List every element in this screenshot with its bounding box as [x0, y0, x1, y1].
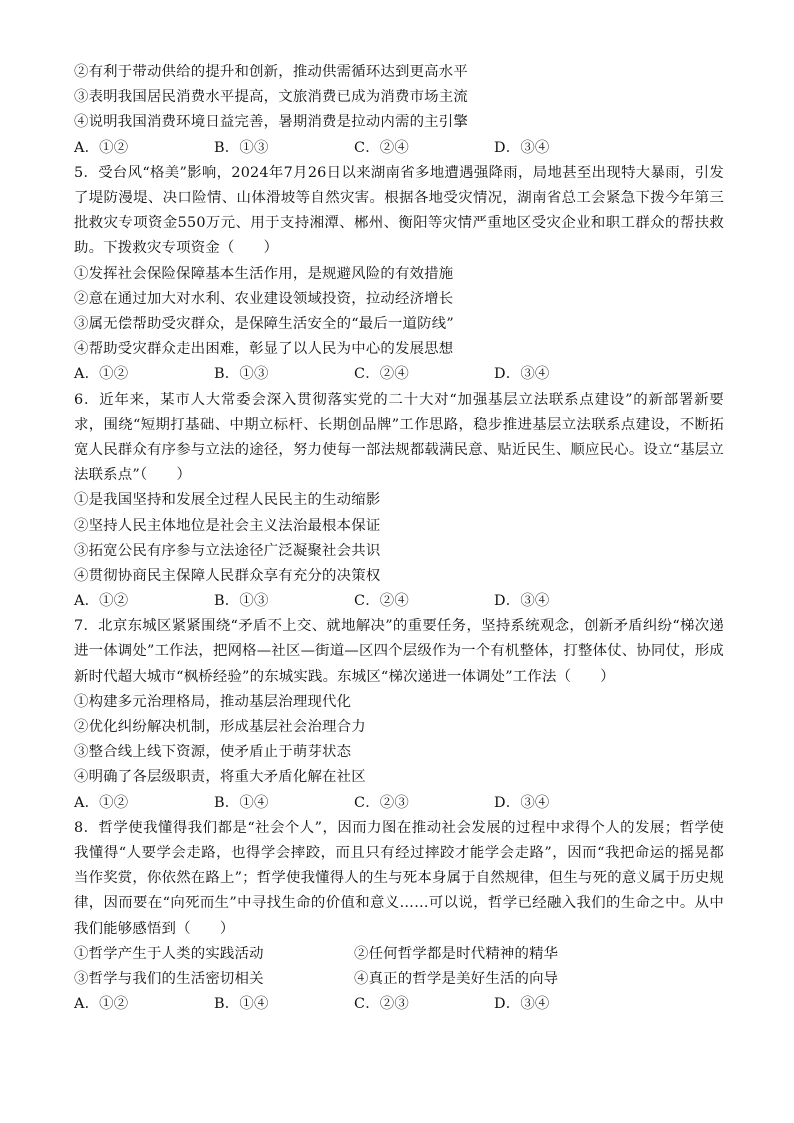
q6-option-b[interactable]: B．①③: [214, 593, 269, 610]
q4-option-a[interactable]: A．①②: [74, 139, 129, 156]
q5-option-b[interactable]: B．①③: [214, 366, 269, 383]
q4-statement-3: ③表明我国居民消费水平提高，文旅消费已成为消费市场主流: [74, 89, 468, 106]
q5-option-d[interactable]: D．③④: [494, 366, 550, 383]
q7-statement-4: ④明确了各层级职责，将重大矛盾化解在社区: [74, 769, 366, 786]
q5-statement-1: ①发挥社会保险保障基本生活作用，是规避风险的有效措施: [74, 265, 454, 282]
question-8: [74, 816, 724, 1018]
q4-option-c[interactable]: C．②④: [354, 139, 409, 156]
q8-statements-row-2: [74, 967, 724, 992]
q4-option-d[interactable]: D．③④: [494, 139, 550, 156]
q7-option-a[interactable]: A．①②: [74, 794, 129, 811]
q8-statement-3: ③哲学与我们的生活密切相关: [74, 971, 264, 987]
q4-statement-4: ④说明我国消费环境日益完善，暑期消费是拉动内需的主引擎: [74, 114, 468, 131]
q7-stem: 7．北京东城区紧紧围绕“矛盾不上交、就地解决”的重要任务，坚持系统观念，创新矛盾纠纷“梯次递进一体调处”工作法，把网格—社区—街道—区四个层级作为一个有机整体，打整体仗、协同仗，形成新时代超大城市“枫桥经验”的东城实践。东城区“梯次递进一体调处”工作法（ ）: [74, 618, 724, 685]
question-4: [74, 60, 724, 161]
q7-statement-2: ②优化纠纷解决机制，形成基层社会治理合力: [74, 719, 366, 736]
question-7: [74, 614, 724, 816]
q8-statement-2: ②任何哲学都是时代精神的精华: [354, 945, 559, 962]
q4-statement-2: ②有利于带动供给的提升和创新，推动供需循环达到更高水平: [74, 64, 468, 80]
q7-statement-3: ③整合线上线下资源，使矛盾止于萌芽状态: [74, 744, 352, 761]
q8-option-c[interactable]: C．②③: [354, 996, 409, 1013]
q6-stem: 6．近年来，某市人大常委会深入贯彻落实党的二十大对“加强基层立法联系点建设”的新部署新要求，围绕“短期打基础、中期立标杆、长期创品牌”工作思路，稳步推进基层立法联系点建设，不断拓宽人民群众有序参与立法的途径，努力使每一部法规都载满民意、贴近民生、顺应民心。设立“基层立法联系点”（ ）: [74, 391, 724, 484]
q7-option-d[interactable]: D．③④: [494, 794, 550, 811]
q6-option-d[interactable]: D．③④: [494, 593, 550, 610]
q5-stem: 5．受台风“格美”影响，2024年7月26日以来湖南省多地遭遇强降雨，局地甚至出现特大暴雨，引发了堤防漫堤、决口险情、山体滑坡等自然灾害。根据各地受灾情况，湖南省总工会紧急下拨今年第三批救灾专项资金550万元、用于支持湘潭、郴州、衡阳等灾情严重地区受灾企业和职工群众的帮扶救助。下拨救灾专项资金（ ）: [74, 164, 724, 257]
q5-statement-3: ③属无偿帮助受灾群众，是保障生活安全的“最后一道防线”: [74, 315, 454, 332]
q6-statement-3: ③拓宽公民有序参与立法途径广泛凝聚社会共识: [74, 542, 381, 559]
q4-options: [74, 136, 724, 161]
q5-option-c[interactable]: C．②④: [354, 366, 409, 383]
question-5: [74, 161, 724, 388]
q6-statement-4: ④贯彻协商民主保障人民群众享有充分的决策权: [74, 567, 381, 584]
q8-option-a[interactable]: A．①②: [74, 996, 129, 1013]
q6-statement-2: ②坚持人民主体地位是社会主义法治最根本保证: [74, 517, 381, 534]
exam-content: [74, 60, 724, 1017]
q7-option-b[interactable]: B．①④: [214, 794, 269, 811]
q8-option-d[interactable]: D．③④: [494, 996, 550, 1013]
q5-statement-4: ④帮助受灾群众走出困难，彰显了以人民为中心的发展思想: [74, 341, 454, 358]
q8-statements-row-1: [74, 942, 724, 967]
q6-option-c[interactable]: C．②④: [354, 593, 409, 610]
q8-statement-1: ①哲学产生于人类的实践活动: [74, 945, 264, 962]
q7-options: [74, 791, 724, 816]
q8-option-b[interactable]: B．①④: [214, 996, 269, 1013]
q8-stem: 8．哲学使我懂得我们都是“社会个人”，因而力图在推动社会发展的过程中求得个人的发展；哲学使我懂得“人要学会走路，也得学会摔跤，而且只有经过摔跤才能学会走路”，因而“我把命运的摇晃都当作奖赏，你依然在路上”；哲学使我懂得人的生与死本身属于自然规律，但生与死的意义属于历史规律，因而要在“向死而生”中寻找生命的价值和意义……可以说，哲学已经融入我们的生命之中。从中我们能够感悟到（ ）: [74, 819, 724, 937]
q6-option-a[interactable]: A．①②: [74, 593, 129, 610]
q7-statement-1: ①构建多元治理格局，推动基层治理现代化: [74, 693, 352, 710]
q8-statement-4: ④真正的哲学是美好生活的向导: [354, 971, 559, 987]
question-6: [74, 388, 724, 615]
q8-options: [74, 992, 724, 1017]
q5-options: [74, 362, 724, 387]
q6-statement-1: ①是我国坚持和发展全过程人民民主的生动缩影: [74, 492, 381, 509]
q6-options: [74, 589, 724, 614]
q5-statement-2: ②意在通过加大对水利、农业建设领域投资，拉动经济增长: [74, 290, 454, 307]
q4-option-b[interactable]: B．①③: [214, 139, 269, 156]
q5-option-a[interactable]: A．①②: [74, 366, 129, 383]
q7-option-c[interactable]: C．②③: [354, 794, 409, 811]
